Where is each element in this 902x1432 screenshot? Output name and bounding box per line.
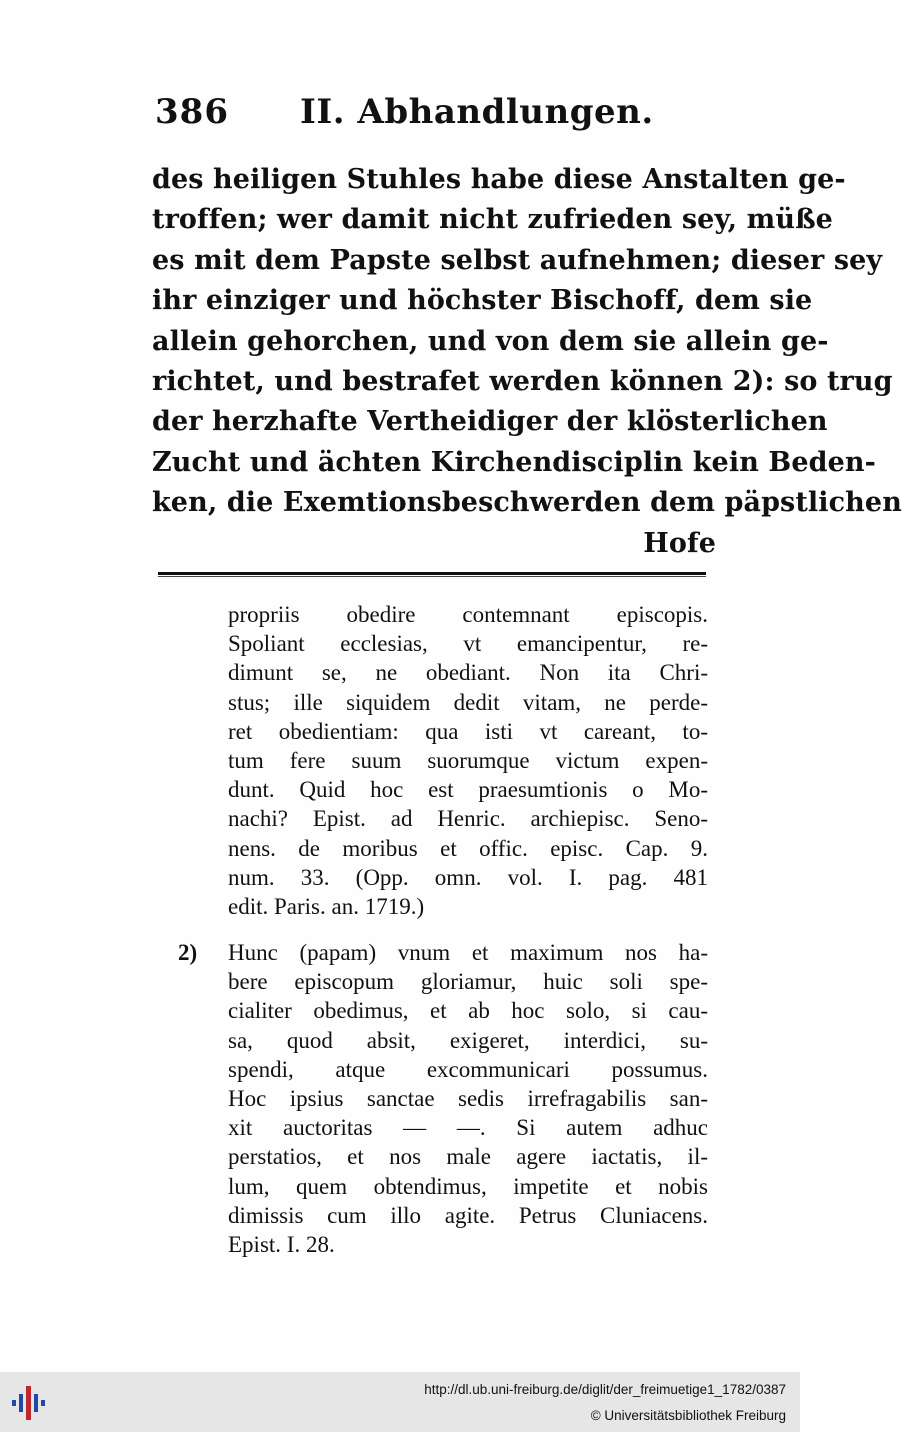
ub-freiburg-logo-icon[interactable] <box>10 1384 52 1422</box>
footnote-1 <box>228 600 708 921</box>
page-url-link[interactable]: http://dl.ub.uni-freiburg.de/diglit/der_freimuetige1_1782/0387 <box>424 1382 786 1397</box>
footnote-line: tum fere suum suorumque victum expen- <box>228 747 708 773</box>
main-text-line: ihr einziger und höchster Bischoff, dem sie <box>152 285 813 317</box>
footnote-line: dimissis cum illo agite. Petrus Cluniacens. <box>228 1202 708 1228</box>
footnote-divider <box>158 572 706 577</box>
footnote-line: sa, quod absit, exigeret, interdici, su- <box>228 1027 708 1053</box>
page-header <box>155 92 715 142</box>
main-text-line: richtet, und bestrafet werden können 2): so trug <box>152 365 893 397</box>
footnote-line: Hunc (papam) vnum et maximum nos ha- <box>228 940 708 965</box>
main-text <box>152 160 902 564</box>
footnote-line: xit auctoritas — —. Si autem adhuc <box>228 1115 708 1141</box>
footnote-2 <box>228 938 708 1259</box>
footnote-line: lum, quem obtendimus, impetite et nobis <box>228 1173 708 1199</box>
main-text-line: es mit dem Papste selbst aufnehmen; dieser sey <box>152 244 883 276</box>
footnote-line: stus; ille siquidem dedit vitam, ne perde- <box>228 689 708 715</box>
main-text-line: der herzhafte Vertheidiger der klösterlichen <box>152 406 828 438</box>
footnote-line: Hoc ipsius sanctae sedis irrefragabilis san- <box>228 1085 708 1111</box>
footnote-line: edit. Paris. an. 1719.) <box>228 893 425 919</box>
footnote-line: Epist. I. 28. <box>228 1231 335 1257</box>
footnote-line: dunt. Quid hoc est praesumtionis o Mo- <box>228 777 708 803</box>
footnote-line: dimunt se, ne obediant. Non ita Chri- <box>228 660 708 686</box>
footnote-line: ret obedientiam: qua isti vt careant, to- <box>228 718 708 744</box>
main-text-line: allein gehorchen, und von dem sie allein ge- <box>152 325 829 357</box>
main-text-line: troffen; wer damit nicht zufrieden sey, müße <box>152 204 833 236</box>
main-text-line: des heiligen Stuhles habe diese Anstalten ge- <box>152 164 846 195</box>
footnote-line: perstatios, et nos male agere iactatis, il- <box>228 1144 708 1170</box>
footnote-line: nens. de moribus et offic. episc. Cap. 9. <box>228 835 708 861</box>
copyright-text: © Universitätsbibliothek Freiburg <box>590 1408 786 1423</box>
main-text-line: ken, die Exemtionsbeschwerden dem päpstlichen <box>152 487 902 519</box>
page-number: 386 <box>155 92 229 132</box>
footnote-2-marker: 2) <box>178 940 198 965</box>
footnote-line: Spoliant ecclesias, vt emancipentur, re- <box>228 631 708 657</box>
footnote-line: cialiter obedimus, et ab hoc solo, si cau- <box>228 998 708 1024</box>
catchword: Hofe <box>643 527 716 559</box>
footnote-line: propriis obedire contemnant episcopis. <box>228 602 708 627</box>
main-text-line: Zucht und ächten Kirchendisciplin kein Beden- <box>152 446 876 478</box>
footnote-line: num. 33. (Opp. omn. vol. I. pag. 481 <box>228 864 708 890</box>
running-head: II. Abhandlungen. <box>300 92 654 132</box>
footnote-line: bere episcopum gloriamur, huic soli spe- <box>228 969 708 995</box>
footnote-line: nachi? Epist. ad Henric. archiepisc. Seno- <box>228 806 708 832</box>
footnote-line: spendi, atque excommunicari possumus. <box>228 1056 708 1082</box>
viewer-footer <box>0 1372 800 1432</box>
